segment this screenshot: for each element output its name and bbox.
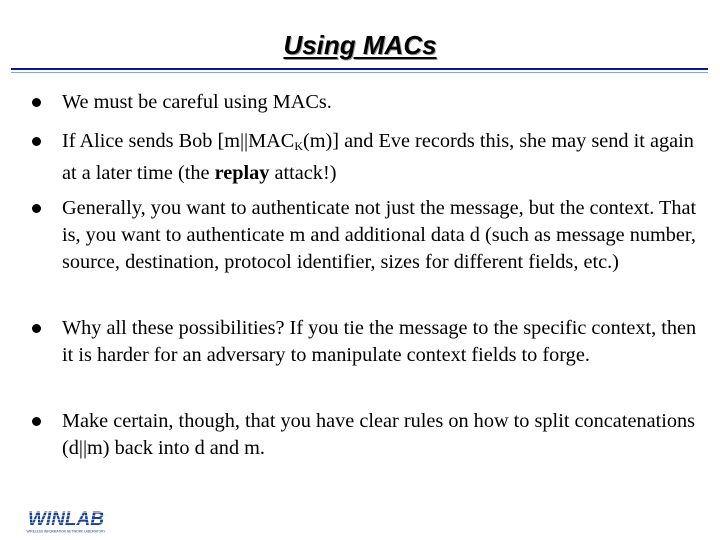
bullet-text: We must be careful using MACs. — [62, 91, 332, 113]
winlab-logo — [12, 507, 120, 534]
slide-title: Using MACs — [283, 30, 437, 60]
bullet-item — [62, 128, 702, 187]
bullet-text: Make certain, though, that you have clear rules on how to split concatenations (d||m) back into d and m. — [62, 410, 696, 459]
bullet-item — [62, 195, 702, 276]
title-divider-shadow — [11, 72, 708, 73]
bullet-dot-icon — [32, 324, 41, 333]
logo-stripe — [14, 523, 118, 524]
logo-wordmark: WINLAB — [28, 509, 104, 530]
bullet-text-part: (m)] and Eve records this, she may send it again at a later time (the — [62, 130, 694, 184]
bullet-dot-icon — [32, 137, 41, 146]
title-divider — [11, 68, 708, 70]
logo-stripe — [14, 516, 118, 517]
bullet-text-part: If Alice sends Bob [m||MAC — [62, 130, 295, 152]
bullet-text: Why all these possibilities? If you tie the message to the specific context, then it is harder for an adversary to manipulate context fields to forge. — [62, 317, 697, 366]
bullet-text-part: attack!) — [269, 162, 337, 184]
bullet-dot-icon — [32, 98, 41, 107]
emphasis-replay: replay — [214, 162, 270, 184]
bullet-item — [62, 315, 702, 369]
bullet-item — [62, 408, 702, 462]
logo-tagline: WIRELESS INFORMATION NETWORK LABORATORY — [26, 529, 106, 534]
bullet-item — [62, 89, 702, 116]
logo-stripe — [14, 519, 118, 520]
bullet-dot-icon — [32, 417, 41, 426]
logo-stripe — [14, 512, 118, 513]
bullet-dot-icon — [32, 204, 41, 213]
bullet-text: Generally, you want to authenticate not just the message, but the context. That is, you want to authenticate m and additional data d (such as message number, source, destination, protocol identifier, sizes for different fields, etc.) — [62, 197, 697, 273]
subscript-k: K — [294, 139, 303, 153]
